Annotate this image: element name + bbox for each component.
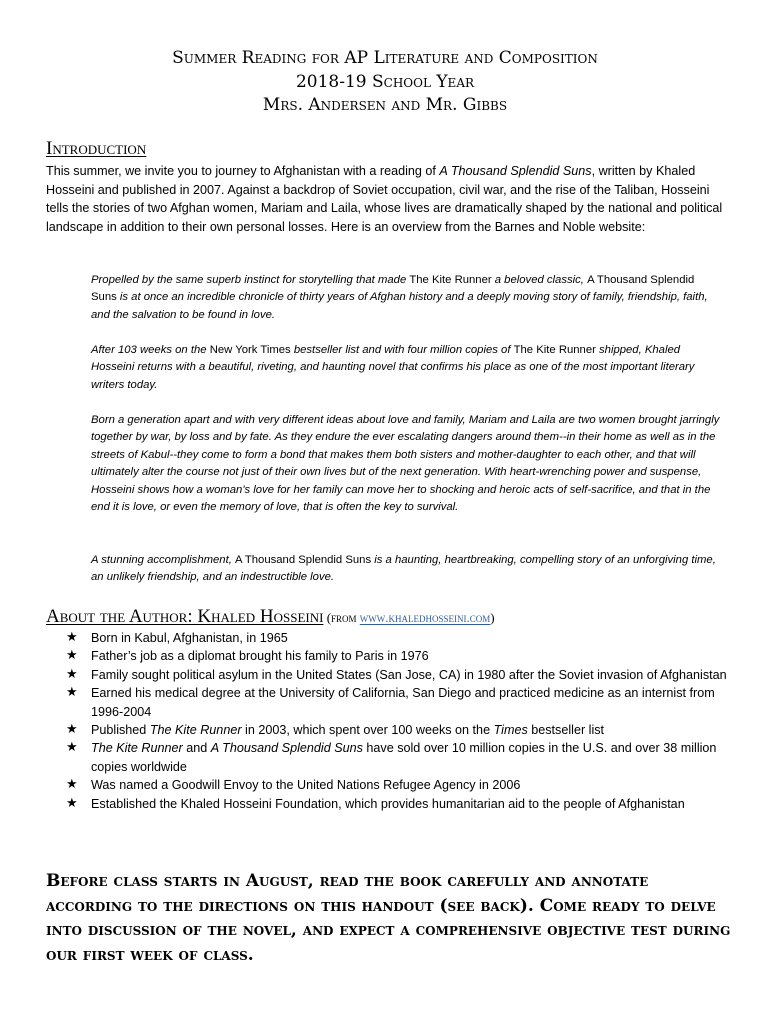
source-prefix: (from: [323, 610, 360, 625]
introduction-heading: Introduction: [46, 138, 147, 159]
list-item: [66, 647, 730, 665]
overview-quote-1: [91, 272, 721, 324]
star-bullet-icon: ★: [66, 666, 78, 682]
book-title: The Kite Runner: [149, 723, 242, 738]
list-item-text: in 2003, which spent over 100 weeks on the: [241, 723, 494, 738]
source-suffix: ): [490, 610, 495, 625]
quote-text: is a haunting, heartbreaking, compelling story of an unforgiving time, an unlikely friendship, and an indestructible love.: [91, 554, 716, 584]
quote-text: a beloved classic,: [491, 274, 588, 286]
quote-text: After 103 weeks on the: [91, 344, 210, 356]
list-item-text: Was named a Goodwill Envoy to the United Nations Refugee Agency in 2006: [91, 778, 521, 793]
quote-text: bestseller list and with four million copies of: [290, 344, 514, 356]
list-item: [66, 684, 730, 721]
book-title: A Thousand Splendid Suns: [210, 741, 363, 756]
star-bullet-icon: ★: [66, 630, 78, 645]
star-bullet-icon: ★: [66, 795, 78, 811]
quote-book-title: A Thousand Splendid Suns: [235, 554, 372, 566]
list-item-text: Father’s job as a diplomat brought his family to Paris in 1976: [91, 649, 429, 664]
star-bullet-icon: ★: [66, 685, 78, 701]
list-item: [66, 776, 730, 794]
intro-text-part: , written by Khaled Hosseini and published in 2007. Against a backdrop of Soviet occupation, civil war, and the rise of the Taliban, Hosseini tells the stories of two Afghan women, Mariam and Laila, whose lives are dramatically shaped by the national and political landscape in addition to their own personal losses. Here is an overview from the Barnes and Noble website:: [46, 164, 723, 234]
overview-quote-4: [91, 552, 721, 587]
about-author-title: About the Author: Khaled Hosseini: [46, 606, 324, 627]
intro-book-title: A Thousand Splendid Suns: [439, 164, 592, 178]
list-item-text: and: [182, 741, 211, 756]
quote-book-title: A Thousand Splendid Suns: [91, 274, 695, 304]
book-title: The Kite Runner: [91, 741, 183, 756]
publication-title: Times: [493, 723, 528, 738]
quote-text: shipped, Khaled Hosseini returns with a beautiful, riveting, and haunting novel that confirms his place as one of the most important literary writers today.: [91, 344, 695, 391]
author-facts-list: [66, 629, 730, 813]
overview-quote-3: Born a generation apart and with very different ideas about love and family, Mariam and Laila are two women brought jarringly together by war, by loss and by fate. As they endure the ever escalating dangers around them--in their home as well as in the streets of Kabul--they come to form a bond that makes them both sisters and mother-daughter to each other, and that will ultimately alter the course not just of their own lives but of the next generation. With heart-wrenching power and suspense, Hosseini shows how a woman's love for her family can move her to shocking and heroic acts of self-sacrifice, and that in the end it is love, or even the memory of love, that is often the key to survival.: [91, 414, 720, 514]
header-teachers: Mrs. Andersen and Mr. Gibbs: [262, 95, 508, 115]
list-item-text: Born in Kabul, Afghanistan, in 1965: [91, 631, 288, 645]
about-author-heading: [46, 606, 495, 628]
list-item: [66, 629, 730, 647]
intro-text-part: This summer, we invite you to journey to Afghanistan with a reading of: [46, 164, 440, 178]
overview-quote-2: [91, 342, 721, 394]
closing-instructions: Before class starts in August, read the book carefully and annotate according to the directions on this handout (see back). Come ready to delve into discussion of the novel, and expect a comprehensive objective test during our first week of class.: [46, 871, 731, 965]
list-item-text: Earned his medical degree at the University of California, San Diego and practiced medicine as an internist from 1996-2004: [91, 686, 715, 719]
list-item: [66, 795, 730, 813]
list-item-text: Published: [91, 723, 150, 738]
star-bullet-icon: ★: [66, 740, 78, 756]
document-header: [0, 47, 770, 118]
list-item-text: Family sought political asylum in the United States (San Jose, CA) in 1980 after the Soviet invasion of Afghanistan: [91, 667, 727, 682]
author-website-link[interactable]: www.khaledhosseini.com: [359, 610, 491, 625]
quote-book-title: The Kite Runner: [513, 344, 596, 356]
list-item: [66, 739, 730, 776]
star-bullet-icon: ★: [66, 722, 78, 738]
list-item: [66, 721, 730, 739]
quote-text: is at once an incredible chronicle of thirty years of Afghan history and a deeply moving story of family, friendship, faith, and the salvation to be found in love.: [91, 291, 708, 321]
list-item-text: Established the Khaled Hosseini Foundation, which provides humanitarian aid to the people of Afghanistan: [91, 796, 685, 811]
introduction-paragraph: [46, 162, 730, 236]
quote-publication-title: New York Times: [209, 344, 291, 356]
list-item-text: bestseller list: [527, 723, 605, 738]
list-item: [66, 666, 730, 684]
header-course-title: Summer Reading for AP Literature and Composition: [172, 48, 598, 68]
list-item-text: have sold over 10 million copies in the U.S. and over 38 million copies worldwide: [91, 741, 717, 774]
quote-text: Propelled by the same superb instinct for storytelling that made: [91, 274, 410, 286]
star-bullet-icon: ★: [66, 777, 78, 793]
star-bullet-icon: ★: [66, 648, 78, 664]
header-school-year: 2018-19 School Year: [295, 71, 475, 92]
quote-book-title: The Kite Runner: [409, 274, 492, 286]
quote-text: A stunning accomplishment,: [91, 554, 236, 566]
